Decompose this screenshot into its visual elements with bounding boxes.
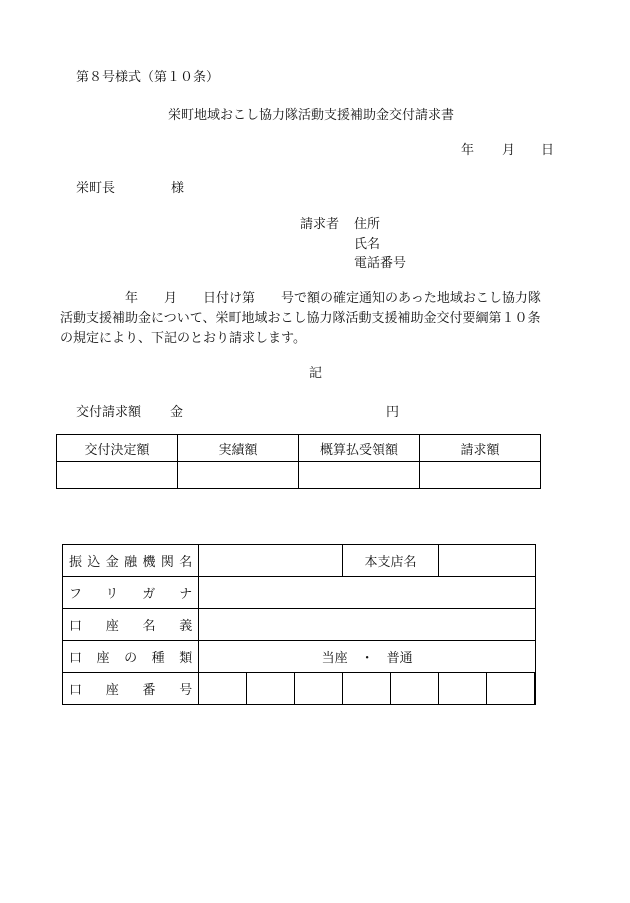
amount-table-value-row <box>57 462 541 489</box>
decided-amount-cell[interactable] <box>57 462 178 489</box>
form-number: 第８号様式（第１０条） <box>76 70 220 85</box>
account-number-digit[interactable] <box>439 673 487 705</box>
bank-name-cell[interactable] <box>199 545 343 577</box>
account-number-digit[interactable] <box>295 673 343 705</box>
header-claim-amount: 請求額 <box>420 435 541 462</box>
claim-amount-unit: 円 <box>386 405 400 420</box>
account-number-digit[interactable] <box>247 673 295 705</box>
addressee-honorific: 様 <box>171 181 185 196</box>
header-actual-amount: 実績額 <box>178 435 299 462</box>
account-holder-label: 口座名義 <box>63 609 199 641</box>
branch-cell[interactable] <box>439 545 536 577</box>
account-number-digit[interactable] <box>342 673 390 705</box>
bank-row-holder <box>63 609 536 641</box>
account-type-options[interactable]: 当座 ・ 普通 <box>199 641 536 673</box>
date-year: 年 <box>461 143 475 158</box>
branch-label: 本支店名 <box>342 545 438 577</box>
date-day: 日 <box>541 143 555 158</box>
account-number-digit[interactable] <box>487 673 535 705</box>
claim-amount-prefix: 金 <box>170 405 184 420</box>
body-line: 年 月 日付け第 号で額の確定通知のあった地域おこし協力隊 <box>60 291 541 306</box>
body-line: 活動支援補助金について、栄町地域おこし協力隊活動支援補助金交付要綱第１０条 <box>60 311 541 326</box>
claimant-phone-label: 電話番号 <box>354 256 407 271</box>
body-paragraph <box>60 289 580 349</box>
account-number-tail[interactable] <box>535 673 536 705</box>
furigana-label: フリガナ <box>63 577 199 609</box>
ki-heading: 記 <box>309 366 323 381</box>
account-number-label: 口座番号 <box>63 673 199 705</box>
body-line: の規定により、下記のとおり請求します。 <box>60 331 306 346</box>
amount-table-header-row <box>57 435 541 462</box>
claimant-role: 請求者 <box>300 217 340 232</box>
account-number-digit[interactable] <box>199 673 247 705</box>
account-type-label: 口座の種類 <box>63 641 199 673</box>
bank-row-number <box>63 673 536 705</box>
bank-row-type <box>63 641 536 673</box>
claim-amount-cell[interactable] <box>420 462 541 489</box>
claimant-address-label: 住所 <box>354 217 381 232</box>
account-holder-cell[interactable] <box>199 609 536 641</box>
bank-row-institution <box>63 545 536 577</box>
furigana-cell[interactable] <box>199 577 536 609</box>
date-month: 月 <box>502 143 516 158</box>
claimant-name-label: 氏名 <box>354 237 381 252</box>
bank-table <box>62 544 536 705</box>
advance-received-cell[interactable] <box>299 462 420 489</box>
header-advance-received: 概算払受領額 <box>299 435 420 462</box>
header-decided-amount: 交付決定額 <box>57 435 178 462</box>
bank-name-label: 振込金融機関名 <box>63 545 199 577</box>
document-title: 栄町地域おこし協力隊活動支援補助金交付請求書 <box>168 108 455 123</box>
claim-amount-label: 交付請求額 <box>76 405 142 420</box>
bank-row-furigana <box>63 577 536 609</box>
actual-amount-cell[interactable] <box>178 462 299 489</box>
amount-table <box>56 434 541 489</box>
addressee-name: 栄町長 <box>76 181 116 196</box>
account-number-digit[interactable] <box>391 673 439 705</box>
